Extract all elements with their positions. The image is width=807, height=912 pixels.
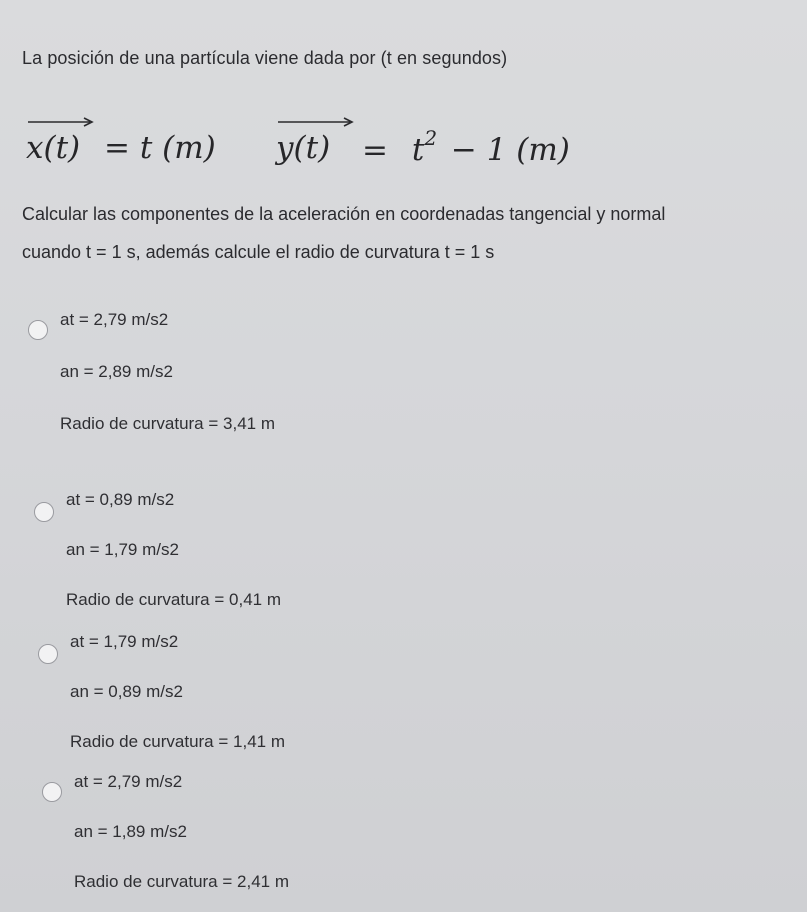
option-at: at = 2,79 m/s2 — [74, 772, 183, 791]
x-rhs: = t (m) — [104, 130, 216, 166]
question-intro: La posición de una partícula viene dada por (t en segundos) — [22, 48, 508, 68]
option-an: an = 1,89 m/s2 — [74, 822, 187, 841]
option-radio: Radio de curvatura = 1,41 m — [70, 732, 285, 751]
radio-button[interactable] — [34, 502, 54, 522]
option-an: an = 0,89 m/s2 — [70, 682, 183, 701]
y-rhs-equals: = — [362, 132, 388, 169]
radio-button[interactable] — [28, 320, 48, 340]
y-rhs-tail: − 1 (m) — [450, 132, 570, 169]
option-at: at = 2,79 m/s2 — [60, 310, 169, 329]
vector-arrow-icon — [276, 114, 356, 128]
y-vector-label: y(t) — [276, 130, 331, 166]
vector-arrow-icon — [26, 114, 96, 128]
y-rhs-base: t — [411, 132, 425, 169]
radio-button[interactable] — [38, 644, 58, 664]
y-rhs — [362, 126, 570, 169]
option-radio: Radio de curvatura = 0,41 m — [66, 590, 281, 609]
x-vector — [26, 130, 80, 166]
y-rhs-exponent: 2 — [424, 126, 438, 150]
option-radio: Radio de curvatura = 2,41 m — [74, 872, 289, 891]
option-an: an = 1,79 m/s2 — [66, 540, 179, 559]
statement-line-1: Calcular las componentes de la aceleración en coordenadas tangencial y normal — [22, 204, 666, 224]
x-vector-label: x(t) — [26, 130, 81, 166]
statement-line-2: cuando t = 1 s, además calcule el radio de curvatura t = 1 s — [22, 242, 495, 262]
option-radio: Radio de curvatura = 3,41 m — [60, 414, 275, 433]
option-at: at = 1,79 m/s2 — [70, 632, 179, 651]
radio-button[interactable] — [42, 782, 62, 802]
option-at: at = 0,89 m/s2 — [66, 490, 175, 509]
option-an: an = 2,89 m/s2 — [60, 362, 173, 381]
y-vector — [276, 130, 330, 166]
position-formula — [22, 112, 722, 187]
question-statement — [22, 195, 792, 271]
